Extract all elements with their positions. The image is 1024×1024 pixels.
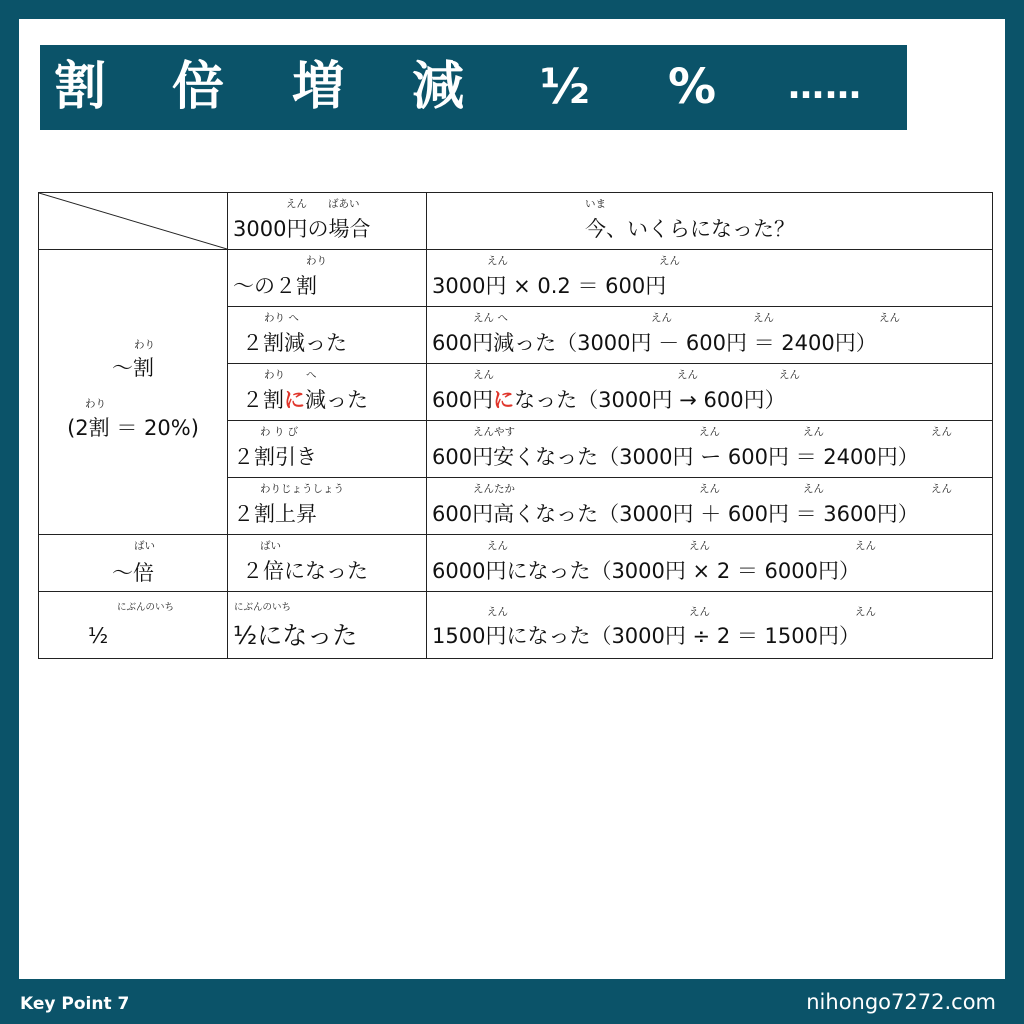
title-char-ellipsis: ……	[788, 66, 862, 107]
row7-result-cell	[427, 592, 993, 659]
row1-expression-cell	[228, 250, 427, 307]
row3-result-ruby: えん	[473, 369, 494, 381]
row5-result-ruby: えん	[699, 483, 720, 495]
row5-result-ruby: えん	[931, 483, 952, 495]
row2-result-ruby: えん	[879, 312, 900, 324]
row2-expression-cell	[228, 307, 427, 364]
row1-result: 3000円 × 0.2 ＝ 600円	[432, 274, 667, 298]
row7-expression-cell	[228, 592, 427, 659]
row1-expression: ～の２割	[233, 274, 317, 298]
row4-result-ruby: えん	[699, 426, 720, 438]
row3-result-post: なった（3000円 → 600円）	[514, 388, 786, 412]
header-case-label: 3000円の場合	[233, 217, 371, 241]
title-banner	[40, 45, 907, 130]
row3-expression	[242, 387, 368, 413]
row3-result-highlight: に	[493, 388, 515, 412]
row6-result-ruby: えん	[487, 540, 508, 552]
title-char-half: ½	[540, 59, 590, 115]
row4-result-ruby: えん	[931, 426, 952, 438]
row6-result-cell	[427, 535, 993, 592]
row3-result	[432, 387, 786, 413]
row4-result: 600円安くなった（3000円 ー 600円 ＝ 2400円）	[432, 445, 919, 469]
group-wari-example-ruby: わり	[85, 398, 106, 410]
table-row	[39, 535, 993, 592]
row6-result-ruby: えん	[855, 540, 876, 552]
conversion-table	[38, 192, 993, 659]
group-half-cell	[39, 592, 228, 659]
row4-expression: ２割引き	[233, 445, 317, 469]
group-half-ruby: にぶんのいち	[117, 602, 175, 613]
row7-expression: ½になった	[233, 621, 358, 650]
group-half-label: ½	[87, 624, 109, 648]
title-char-percent: %	[668, 59, 717, 115]
header-case-ruby: えん ばあい	[286, 198, 360, 210]
row4-expression-cell	[228, 421, 427, 478]
row5-result-cell	[427, 478, 993, 535]
header-now-cell	[427, 193, 993, 250]
diagonal-divider	[39, 193, 227, 249]
row5-expression-ruby: わりじょうしょう	[260, 483, 344, 495]
row1-expression-ruby: わり	[306, 255, 327, 267]
header-now-label: 今、いくらになった？	[585, 217, 795, 241]
footer-site-link[interactable]: nihongo7272.com	[806, 990, 996, 1014]
group-wari-cell	[39, 250, 228, 535]
row6-result: 6000円になった（3000円 × 2 ＝ 6000円）	[432, 559, 860, 583]
header-case-cell	[228, 193, 427, 250]
header-now-ruby: いま	[585, 198, 606, 210]
row3-expression-pre: ２割	[242, 388, 284, 412]
table-row	[39, 592, 993, 659]
row4-expression-ruby: わ り び	[260, 426, 299, 438]
row7-result-ruby: えん	[689, 606, 710, 618]
row3-expression-cell	[228, 364, 427, 421]
group-wari-ruby: わり	[134, 339, 155, 351]
row2-result-cell	[427, 307, 993, 364]
row2-result: 600円減った（3000円 － 600円 ＝ 2400円）	[432, 331, 877, 355]
row7-result-ruby: えん	[487, 606, 508, 618]
row1-result-ruby: えん	[487, 255, 508, 267]
row2-result-ruby: えん	[753, 312, 774, 324]
row2-expression: ２割減った	[242, 331, 347, 355]
row3-expression-post: 減った	[305, 388, 368, 412]
title-char-zou: 増	[292, 57, 345, 117]
row1-result-ruby: えん	[659, 255, 680, 267]
row7-expression-ruby: にぶんのいち	[234, 602, 292, 613]
table-header-row	[39, 193, 993, 250]
row5-result: 600円高くなった（3000円 ＋ 600円 ＝ 3600円）	[432, 502, 919, 526]
row3-result-pre: 600円	[432, 388, 494, 412]
title-char-wari: 割	[54, 57, 107, 117]
row5-result-ruby: えんたか	[473, 483, 515, 495]
row5-result-ruby: えん	[803, 483, 824, 495]
row3-result-ruby: えん	[779, 369, 800, 381]
row5-expression: ２割上昇	[233, 502, 317, 526]
row6-expression-cell	[228, 535, 427, 592]
row1-result-cell	[427, 250, 993, 307]
row3-expression-highlight: に	[284, 388, 305, 412]
group-bai-ruby: ばい	[134, 540, 155, 552]
row4-result-ruby: えんやす	[473, 426, 515, 438]
header-corner-cell	[39, 193, 228, 250]
row2-result-ruby: えん へ	[473, 312, 508, 324]
group-wari-example: (2割 ＝ 20%)	[67, 416, 199, 440]
row2-expression-ruby: わり へ	[264, 312, 299, 324]
row2-result-ruby: えん	[651, 312, 672, 324]
row6-expression-ruby: ばい	[260, 540, 281, 552]
row7-result: 1500円になった（3000円 ÷ 2 ＝ 1500円）	[432, 624, 860, 648]
footer-key-point: Key Point 7	[20, 994, 130, 1014]
title-char-bai: 倍	[172, 57, 225, 117]
row3-expression-ruby: わり へ	[264, 369, 317, 381]
row4-result-cell	[427, 421, 993, 478]
row6-expression: ２倍になった	[242, 559, 368, 583]
row7-result-ruby: えん	[855, 606, 876, 618]
title-char-gen: 減	[412, 57, 465, 117]
row4-result-ruby: えん	[803, 426, 824, 438]
group-bai-cell	[39, 535, 228, 592]
row5-expression-cell	[228, 478, 427, 535]
group-wari-label: ～割	[112, 356, 154, 380]
row3-result-ruby: えん	[677, 369, 698, 381]
row6-result-ruby: えん	[689, 540, 710, 552]
group-bai-label: ～倍	[112, 561, 154, 585]
table-row	[39, 250, 993, 307]
row3-result-cell	[427, 364, 993, 421]
